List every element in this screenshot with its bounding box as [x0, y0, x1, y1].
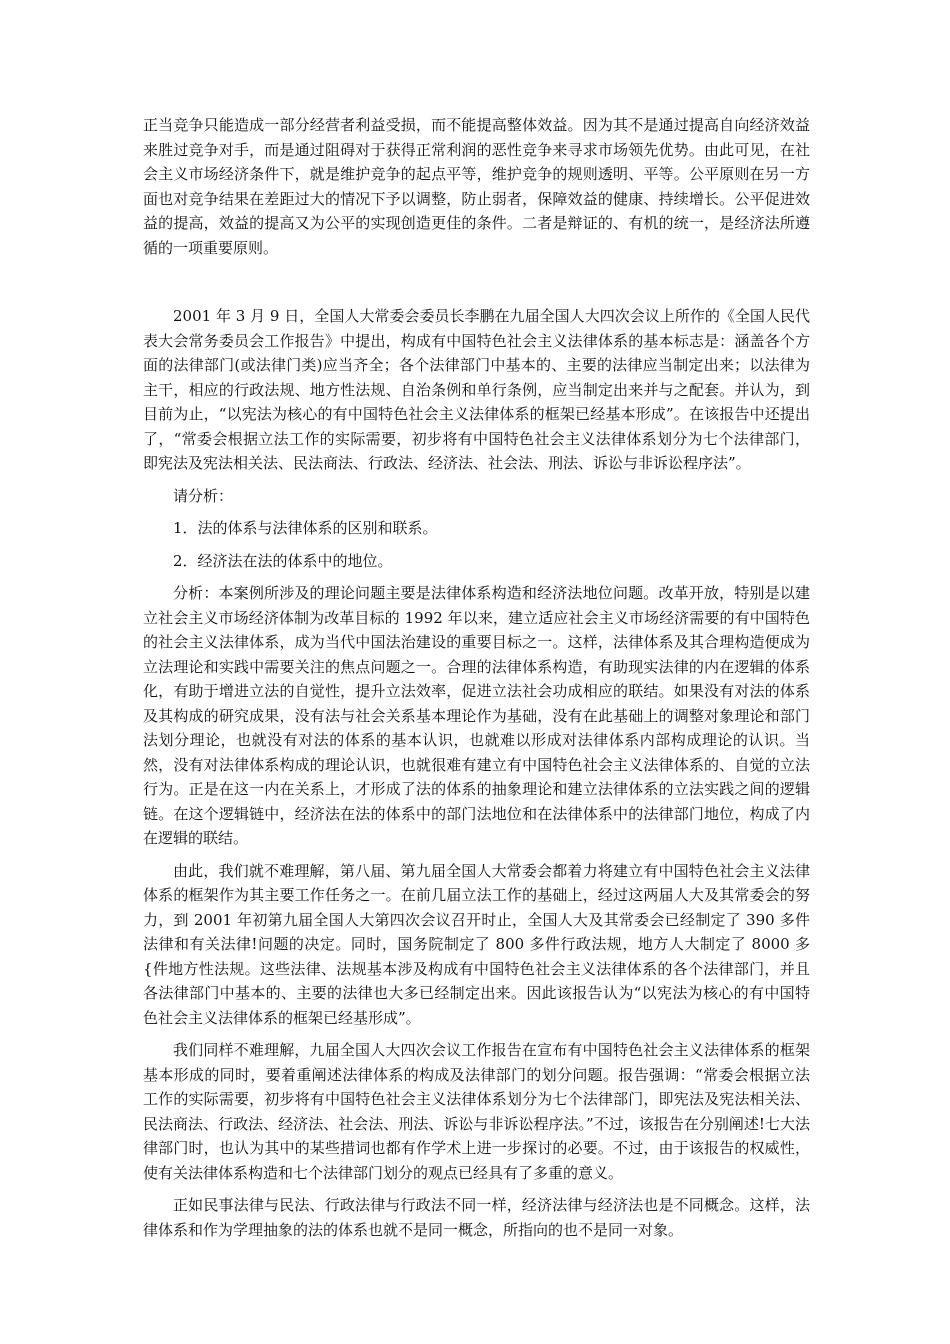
paragraph-question-1: 1．法的体系与法律体系的区别和联系。 [173, 519, 438, 537]
paragraph-concept-distinction: 正如民事法律与民法、行政法律与行政法不同一样，经济法律与经济法也是不同概念。这样，法律体系和作为学理抽象的法的体系也就不是同一概念，所指向的也不是同一对象。 [143, 1196, 810, 1239]
paragraph-question-prompt: 请分析： [173, 486, 234, 505]
paragraph-legislation-history: 由此，我们就不难理解，第八届、第九届全国人大常委会都着力将建立有中国特色社会主义法律体系的框架作为其主要工作任务之一。在前几届立法工作的基础上，经过这两届人大及其常委会的努力，到 2001 年初第九届全国人大第四次会议召开时止，全国人大及其常委会已经制定了 390 多件法律和有关法律!问题的决定。同时，国务院制定了 800 多件行政法规，地方人大制定了 8000 多{件地方性法规。这些法律、法规基本涉及构成有中国特色社会主义法律体系的各个法律部门，并且各法律部门中基本的、主要的法律也大多已经制定出来。因此该报告认为“以宪法为核心的有中国特色社会主义法律体系的框架已经基形成”。 [143, 861, 810, 1027]
paragraph-question-2: 2．经济法在法的体系中的地位。 [173, 551, 393, 570]
document-page [143, 113, 810, 1242]
paragraph-report-emphasis: 我们同样不难理解，九届全国人大四次会议工作报告在宣布有中国特色社会主义法律体系的框架基本形成的同时，要着重阐述法律体系的构成及法律部门的划分问题。报告强调：“常委会根据立法工作的实际需要，初步将有中国特色社会主义法律体系划分为七个法律部门，即宪法及宪法相关法、民法商法、行政法、经济法、社会法、刑法、诉讼与非诉讼程序法。”不过，该报告在分别阐述!七大法律部门时，也认为其中的某些措词也都有作学术上进一步探讨的必要。不过，由于该报告的权威性，使有关法律体系构造和七个法律部门划分的观点已经具有了多重的意义。 [143, 1041, 810, 1182]
paragraph-case-background: 2001 年 3 月 9 日，全国人大常委会委员长李鹏在九届全国人大四次会议上所作的《全国人民代表大会常务委员会工作报告》中提出，构成有中国特色社会主义法律体系的基本标志是：涵盖各个方面的法律部门(或法律门类)应当齐全；各个法律部门中基本的、主要的法律应当制定出来；以法律为主干，相应的行政法规、地方性法规、自治条例和单行条例，应当制定出来并与之配套。并认为，到目前为止，“以宪法为核心的有中国特色社会主义法律体系的框架已经基本形成”。在该报告中还提出了，“常委会根据立法工作的实际需要，初步将有中国特色社会主义法律体系划分为七个法律部门，即宪法及宪法相关法、民法商法、行政法、经济法、社会法、刑法、诉讼与非诉讼程序法”。 [143, 307, 810, 472]
paragraph-fair-competition: 正当竞争只能造成一部分经营者利益受损，而不能提高整体效益。因为其不是通过提高自向经济效益来胜过竞争对手，而是通过阻碍对于获得正常利润的恶性竞争来寻求市场领先优势。由此可见，在社会主义市场经济条件下，就是维护竞争的起点平等，维护竞争的规则透明、平等。公平原则在另一方面也对竞争结果在差距过大的情况下予以调整，防止弱者，保障效益的健康、持续增长。公平促进效益的提高，效益的提高又为公平的实现创造更佳的条件。二者是辩证的、有机的统一，是经济法所遵循的一项重要原则。 [143, 116, 810, 257]
paragraph-analysis: 分析：本案例所涉及的理论问题主要是法律体系构造和经济法地位问题。改革开放，特别是以建立社会主义市场经济体制为改革目标的 1992 年以来，建立适应社会主义市场经济需要的有中国特色的社会主义法律体系，成为当代中国法治建设的重要目标之一。这样，法律体系及其合理构造便成为立法理论和实践中需要关注的焦点问题之一。合理的法律体系构造，有助现实法律的内在逻辑的体系化，有助于增进立法的自觉性，提升立法效率，促进立法社会功成相应的联结。如果没有对法的体系及其构成的研究成果，没有法与社会关系基本理论作为基础，没有在此基础上的调整对象理论和部门法划分理论，也就没有对法的体系的基本认识，也就难以形成对法律体系内部构成理论的认识。当然，没有对法律体系构成的理论认识，也就很难有建立有中国特色社会主义法律体系的、自觉的立法行为。正是在这一内在关系上，才形成了法的体系的抽象理论和建立法律体系的立法实践之间的逻辑链。在这个逻辑链中，经济法在法的体系中的部门法地位和在法律体系中的法律部门地位，构成了内在逻辑的联结。 [143, 584, 810, 847]
